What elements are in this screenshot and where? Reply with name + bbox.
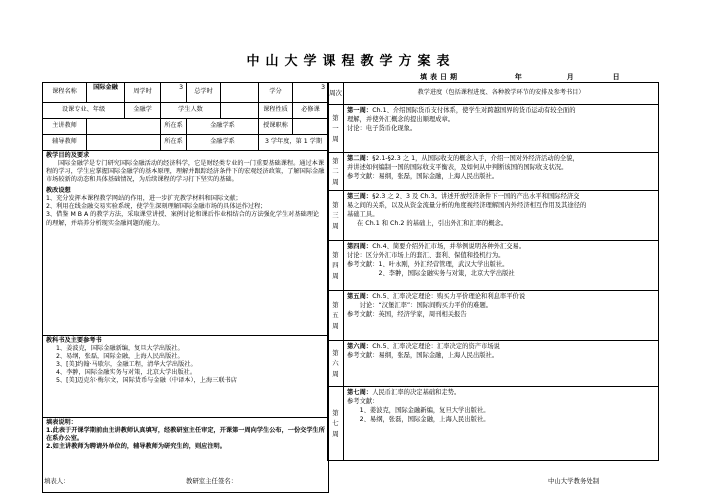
major-grade-label: 设课专业、年级 — [43, 103, 125, 119]
week-hours-label: 周学时 — [125, 83, 161, 103]
office-label: 中山大学教务处制 — [548, 477, 600, 485]
dept-value-1: 金融学系 — [187, 119, 259, 135]
methods-item: 3、借鉴 M B A 的教学方法，采取课堂讲授、案例讨论和课后作业相结合的方法强化学生对基础理论的理解，并培养分析现实金融问题的能力。 — [46, 211, 320, 227]
week-column-header: 周次 — [328, 83, 344, 105]
fill-date-row — [420, 72, 620, 82]
week-row — [328, 387, 659, 461]
week-label: 第 四 周 — [328, 241, 344, 291]
week-content: 第四周：Ch.4、简要介绍外汇市场，并举例说明各种外汇交易。 讨论：区分外汇市场上的套汇、套利、保值和投机行为。 参考文献：1、叶永刚，外汇经营管理，武汉大学出版社。 2、李翀，国际金融实务与对策，北京大学出版社 — [344, 241, 659, 291]
course-info-table — [42, 82, 329, 493]
total-hours-label: 总学时 — [187, 83, 221, 103]
week-content: 第二周：§2.1-§2.3 之 1，从国际收支的概念入手，介绍一国对外经济活动的全貌， 并讲述如何编制一国的国际收支平衡表，及如何从中判断该国的国际收支状况。 参考文献：易纲，张磊，国际金融，上海人民出版社。 — [344, 153, 659, 191]
textbook-item: 4、李翀，国际金融实务与对策，北京大学出版社。 — [56, 369, 197, 377]
reviewer-signature-label: 教研室主任签名： — [186, 477, 238, 485]
page-title: 中山大学课程教学方案表 — [246, 54, 456, 69]
fill-year-label: 年 — [514, 73, 522, 81]
teaching-schedule-table — [327, 82, 659, 461]
credits-value: 3 — [293, 83, 329, 103]
filler-signature-label: 填表人： — [44, 477, 70, 485]
objectives-text: 国际金融学是专门研究国际金融活动的经济科学，它是财经类专业的一门重要基础课程。通过本课程的学习，学生应掌握国际金融学的基本原理，理解并跟踪经济条件下的宏观经济政策，了解国际金融市场较新的动态和具体基础情况，为后续课程的学习打下坚实的基础。 — [46, 160, 325, 184]
fill-date-label: 填表日期 — [420, 73, 460, 81]
week-label: 第 五 周 — [328, 291, 344, 341]
methods-heading: 教改设想 — [46, 187, 71, 195]
total-hours-value — [221, 83, 259, 103]
dept-label-2: 所在系 — [161, 135, 187, 151]
notes-heading: 填表说明： — [46, 419, 77, 426]
title-label: 授课职称 — [259, 119, 293, 135]
course-name-value: 国际金融 — [87, 83, 125, 103]
week-row — [328, 191, 659, 241]
week-content: 第七周：人民币汇率的决定基础和走势。 参考文献： 1、姜波克，国际金融新编，复旦大学出版社。 2、易纲，张磊，国际金融，上海人民出版社。 — [344, 387, 659, 461]
textbook-item: 2、易纲，张磊，国际金融，上海人民出版社。 — [56, 353, 184, 361]
fill-month-label: 月 — [566, 73, 574, 81]
notes-item: 2.如主讲教师为聘请外单位的，辅导教师为研究生的，则应注明。 — [46, 443, 226, 451]
main-teacher-label: 主讲教师 — [43, 119, 87, 135]
course-name-label: 课程名称 — [43, 83, 87, 103]
week-row — [328, 291, 659, 341]
course-type-label: 课程性质 — [259, 103, 293, 119]
week-row — [328, 105, 659, 153]
week-row — [328, 241, 659, 291]
objectives-and-methods — [43, 151, 329, 336]
textbook-item: 3、[美]约翰·马歇尔，金融工程，清华大学出版社。 — [56, 361, 197, 369]
fill-day-label: 日 — [612, 73, 620, 81]
dept-label-1: 所在系 — [161, 119, 187, 135]
students-value — [221, 103, 259, 119]
week-label: 第 二 周 — [328, 153, 344, 191]
week-row — [328, 341, 659, 387]
semester-schedule: 3 学年度，第 1 学期 — [259, 135, 329, 151]
textbook-item: 1、姜波克，国际金融新编，复旦大学出版社。 — [56, 345, 184, 353]
week-label: 第 一 周 — [328, 105, 344, 153]
textbooks-section — [43, 336, 329, 418]
progress-column-header: 教学进度（包括课程进度、各种教学环节的安排及参考书目） — [344, 83, 659, 105]
textbook-item: 5、[美]迈克尔·梅尔文，国际货币与金融（中译本），上海三联书店 — [56, 377, 237, 385]
major-grade-value: 金融学 — [125, 103, 161, 119]
dept-value-2: 金融学系 — [187, 135, 259, 151]
notes-item: 1.此表于开课学期前由主讲教师认真填写，经教研室主任审定，开课第一周向学生公布，一份交学生所在系办公室。 — [46, 427, 325, 443]
week-label: 第 六 周 — [328, 341, 344, 387]
objectives-heading: 教学目的及要求 — [46, 152, 90, 159]
week-hours-value: 3 — [161, 83, 187, 103]
week-row — [328, 153, 659, 191]
methods-item: 1、充分发挥本课程教学网站的作用，进一步扩充教学材料和国际文献； — [46, 195, 242, 203]
textbooks-heading: 教科书及主要参考书 — [46, 337, 102, 344]
assistant-teacher-label: 辅导教师 — [43, 135, 87, 151]
students-label: 学生人数 — [161, 103, 221, 119]
week-label: 第 七 周 — [328, 387, 344, 461]
credits-label: 学分 — [259, 83, 293, 103]
methods-item: 2、利用在线金融交易实验系统，使学生深刻理解国际金融市场的具体运作过程； — [46, 203, 267, 211]
week-content: 第五周：Ch.5、汇率决定理论：购买力平价理论和利息率平价说 讨论：“汉堡汇率”：国际间购买力平价的难题。 参考文献：英国，经济学家，周刊相关报告 — [344, 291, 659, 341]
week-content: 第三周：§2.3 之 2、3 及 Ch.3。讲述开放经济条件下一国的产出水平和国际经济交 易之间的关系，以及从资金流量分析的角度视经济理解国内外经济相互作用及其途径的 基础工具。 在 Ch.1 和 Ch.2 的基础上，引出外汇和汇率的概念。 — [344, 191, 659, 241]
course-type-value: 必修课 — [293, 103, 329, 119]
week-label: 第 三 周 — [328, 191, 344, 241]
week-content: 第一周：Ch.1、介绍国际货币支付体系，使学生对跨越国界的货币运动有较全面的 理解，并使外汇概念的提出顺理成章。 讨论：电子货币化现象。 — [344, 105, 659, 153]
week-content: 第六周：Ch.5、汇率决定理论：汇率决定的资产市场说 参考文献：易纲，张磊，国际金融，上海人民出版社。 — [344, 341, 659, 387]
